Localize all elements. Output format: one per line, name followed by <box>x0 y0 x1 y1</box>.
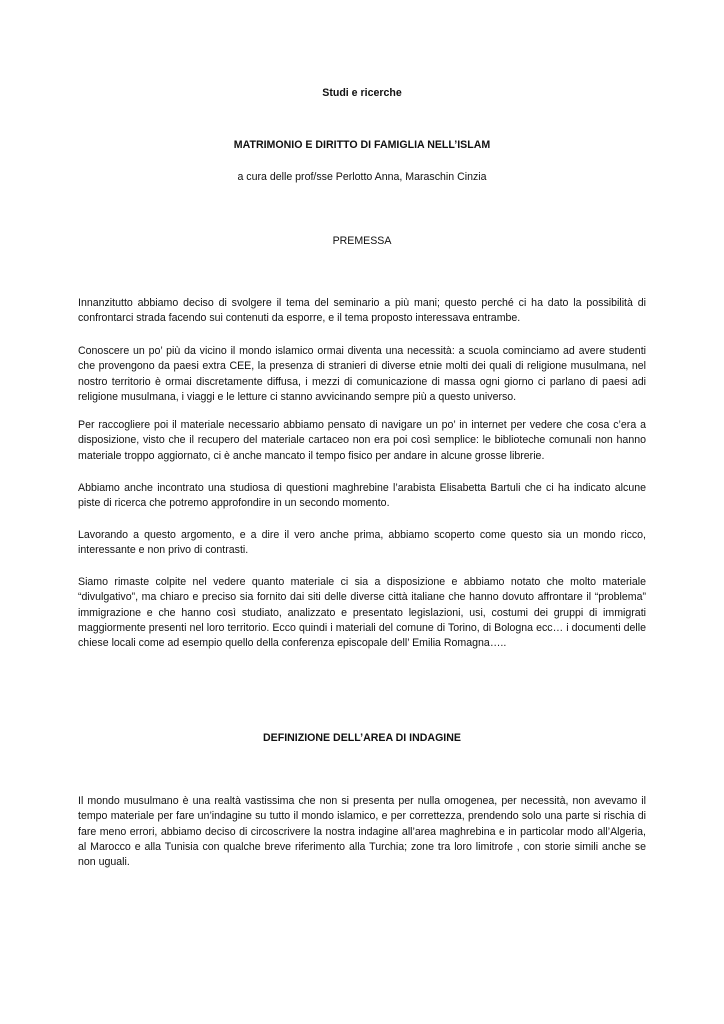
section-label: Studi e ricerche <box>322 87 402 99</box>
document-title: MATRIMONIO E DIRITTO DI FAMIGLIA NELL’ISLAM <box>233 139 491 151</box>
premessa-paragraph-1: Innanzitutto abbiamo deciso di svolgere il tema del seminario a più mani; questo perché ci ha dato la possibilità di confrontarci strada facendo sui contenuti da esporre, e il tema proposto interessava entrambe. <box>78 297 646 325</box>
premessa-heading: PREMESSA <box>332 235 392 247</box>
premessa-paragraph-5: Lavorando a questo argomento, e a dire il vero anche prima, abbiamo scoperto come questo sia un mondo ricco, interessante e non privo di contrasti. <box>78 529 646 557</box>
premessa-paragraph-2: Conoscere un po’ più da vicino il mondo islamico ormai diventa una necessità: a scuola cominciamo ad avere studenti che provengono da paesi extra CEE, la presenza di stranieri di diverse etnie molti dei quali di religione musulmana, nel nostro territorio è ormai discretamente diffusa, i mezzi di comunicazione di massa ogni giorno ci parlano di paesi adi religione musulmana, i viaggi e le letture ci stanno avvicinando sempre più a questo universo. <box>78 345 646 403</box>
authors-line: a cura delle prof/sse Perlotto Anna, Maraschin Cinzia <box>237 171 487 183</box>
premessa-paragraph-6: Siamo rimaste colpite nel vedere quanto materiale ci sia a disposizione e abbiamo notato che molto materiale “divulgativo”, ma chiaro e preciso sia fornito dai siti delle diverse città italiane che hanno dovuto affrontare il “problema” immigrazione e che hanno così studiato, analizzato e presentato legislazioni, usi, costumi dei gruppi di immigrati maggiormente presenti nel loro territorio. Ecco quindi i materiali del comune di Torino, di Bologna ecc… i documenti delle chiese locali come ad esempio quello della conferenza episcopale dell’ Emilia Romagna….. <box>78 576 646 650</box>
premessa-paragraph-3: Per raccogliere poi il materiale necessario abbiamo pensato di navigare un po’ in internet per vedere che cosa c’era a disposizione, visto che il recupero del materiale cartaceo non era poi così semplice: le biblioteche comunali non hanno materiale troppo aggiornato, ci è anche mancato il tempo fisico per andare in alcune grosse librerie. <box>78 419 646 462</box>
premessa-paragraph-4: Abbiamo anche incontrato una studiosa di questioni maghrebine l’arabista Elisabetta Bartuli che ci ha indicato alcune piste di ricerca che potremo approfondire in un secondo momento. <box>78 482 646 510</box>
definizione-heading: DEFINIZIONE DELL’AREA DI INDAGINE <box>263 732 461 744</box>
definizione-paragraph: Il mondo musulmano è una realtà vastissima che non si presenta per nulla omogenea, per necessità, non avevamo il tempo materiale per fare un’indagine su tutto il mondo islamico, e per correttezza, prendendo solo una parte si rischia di fare meno errori, abbiamo deciso di circoscrivere la nostra indagine all’area maghrebina e in particolar modo all’Algeria, al Marocco e alla Tunisia con qualche breve riferimento alla Turchia; zone tra loro limitrofe , con storie simili anche se non uguali. <box>78 795 646 869</box>
